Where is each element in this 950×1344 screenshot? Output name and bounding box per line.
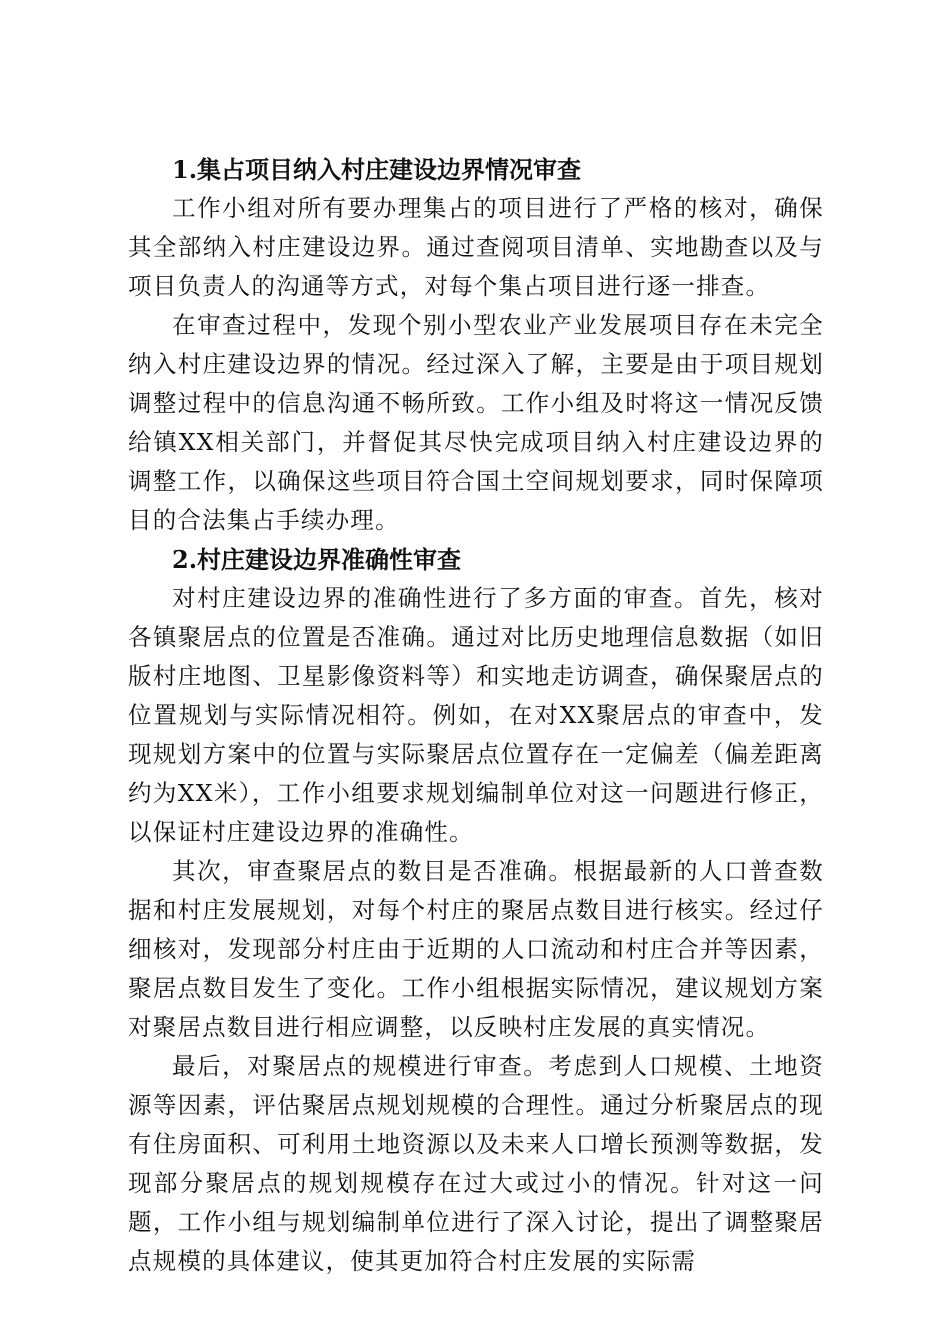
section-1-paragraph-2: 在审查过程中，发现个别小型农业产业发展项目存在未完全纳入村庄建设边界的情况。经过深入了解，主要是由于项目规划调整过程中的信息沟通不畅所致。工作小组及时将这一情况反馈给镇XX相关部门，并督促其尽快完成项目纳入村庄建设边界的调整工作，以确保这些项目符合国土空间规划要求，同时保障项目的合法集占手续办理。 <box>128 311 824 534</box>
section-heading-1: 1.集占项目纳入村庄建设边界情况审查 <box>172 155 582 184</box>
document-page <box>128 150 824 1281</box>
section-2-paragraph-3: 最后，对聚居点的规模进行审查。考虑到人口规模、土地资源等因素，评估聚居点规划规模的合理性。通过分析聚居点的现有住房面积、可利用土地资源以及未来人口增长预测等数据，发现部分聚居点的规划规模存在过大或过小的情况。针对这一问题，工作小组与规划编制单位进行了深入讨论，提出了调整聚居点规模的具体建议，使其更加符合村庄发展的实际需 <box>128 1052 824 1275</box>
section-2-paragraph-2: 其次，审查聚居点的数目是否准确。根据最新的人口普查数据和村庄发展规划，对每个村庄的聚居点数目进行核实。经过仔细核对，发现部分村庄由于近期的人口流动和村庄合并等因素，聚居点数目发生了变化。工作小组根据实际情况，建议规划方案对聚居点数目进行相应调整，以反映村庄发展的真实情况。 <box>128 857 824 1041</box>
section-2-paragraph-1: 对村庄建设边界的准确性进行了多方面的审查。首先，核对各镇聚居点的位置是否准确。通过对比历史地理信息数据（如旧版村庄地图、卫星影像资料等）和实地走访调查，确保聚居点的位置规划与实际情况相符。例如，在对XX聚居点的审查中，发现规划方案中的位置与实际聚居点位置存在一定偏差（偏差距离约为XX米），工作小组要求规划编制单位对这一问题进行修正，以保证村庄建设边界的准确性。 <box>128 584 824 846</box>
section-heading-2: 2.村庄建设边界准确性审查 <box>172 545 462 574</box>
section-1-paragraph-1: 工作小组对所有要办理集占的项目进行了严格的核对，确保其全部纳入村庄建设边界。通过查阅项目清单、实地勘查以及与项目负责人的沟通等方式，对每个集占项目进行逐一排查。 <box>128 194 824 300</box>
